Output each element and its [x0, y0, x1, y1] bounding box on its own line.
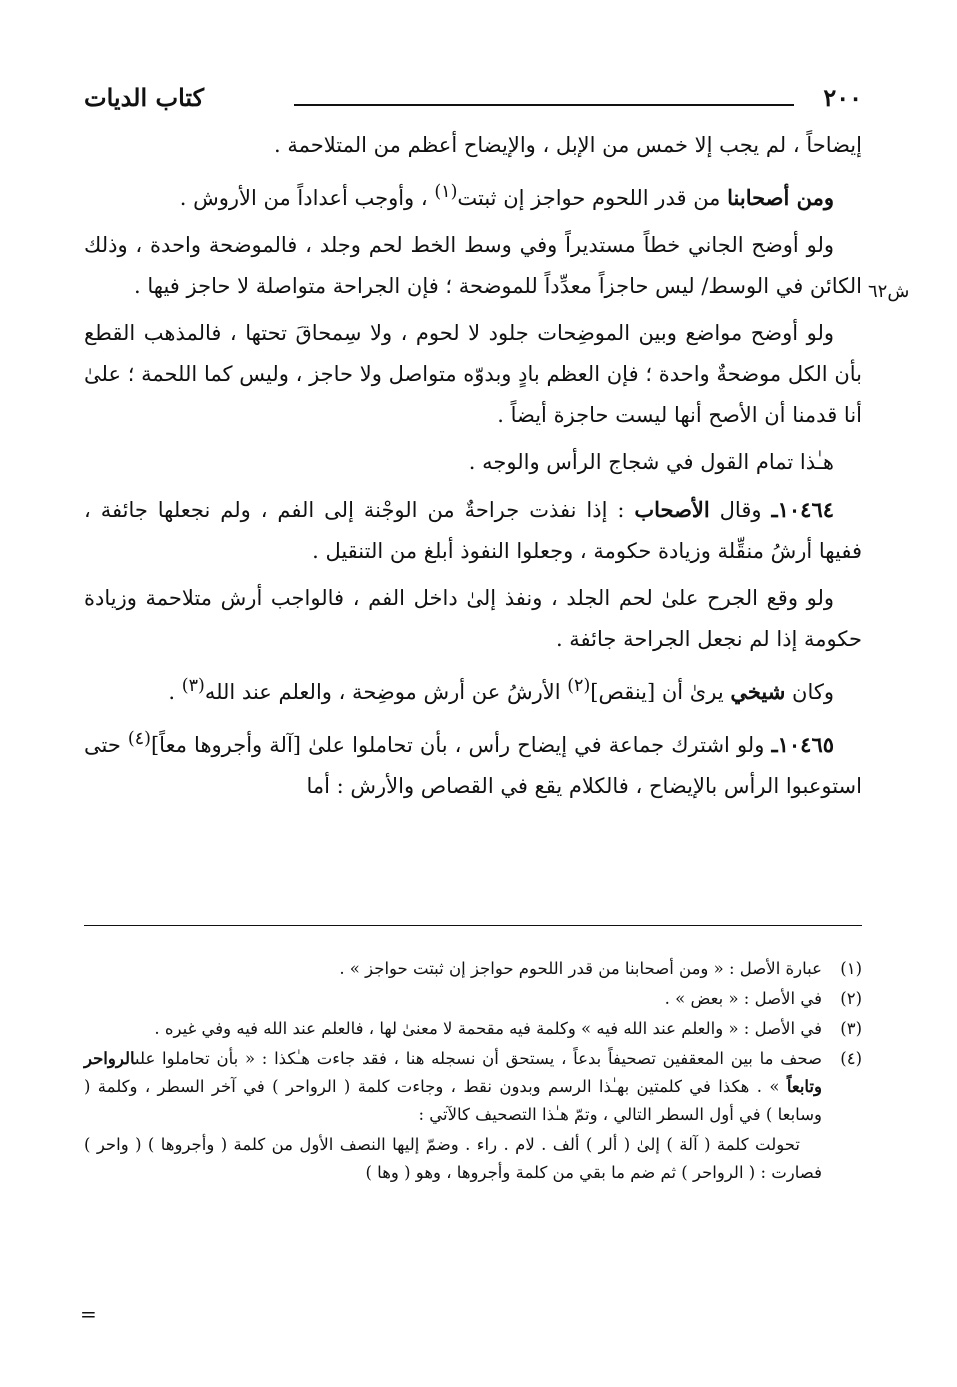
- running-title: كتاب الديات: [84, 83, 205, 112]
- paragraph-9: ١٠٤٦٥ـ ولو اشترك جماعة في إيضاح رأس ، بأن تحاملوا علىٰ [آلة وأجروها معاً]$^{(٤)}$ حتى استوعبوا الرأس بالإيضاح ، فالكلام يقع في القصاص والأرش : أما: [84, 729, 862, 798]
- footnote-ref-2[interactable]: (٢): [567, 676, 591, 696]
- continuation-mark: =: [80, 1302, 97, 1326]
- footnote-1: [84, 955, 862, 983]
- footnote-separator: [84, 925, 862, 926]
- footnote-ref-3[interactable]: (٣): [181, 676, 205, 696]
- footnote-ref-1[interactable]: (١): [434, 182, 458, 202]
- footnote-text: عبارة الأصل : « ومن أصحابنا من قدر اللحوم حواجز إن ثبتت حواجز » .: [339, 959, 822, 978]
- paragraph-7: ولو وقع الجرح علىٰ لحم الجلد ، ونفذ إلىٰ داخل الفم ، فالواجب أرش متلاحمة وزيادة حكومة إذا لم نجعل الجراحة جائفة .: [84, 586, 862, 651]
- paragraph-1: إيضاحاً ، لم يجب إلا خمس من الإبل ، والإيضاح أعظم من المتلاحمة .: [274, 133, 862, 157]
- issue-number: ١٠٤٦٤ـ: [771, 497, 835, 522]
- footnote-text: في الأصل : « والعلم عند الله فيه » وكلمة فيه مقحمة لا معنىٰ لها ، فالعلم عند الله فيه وفي غيره .: [154, 1019, 822, 1038]
- paragraph-2: ومن أصحابنا من قدر اللحوم حواجز إن ثبتت$^{(١)}$ ، وأوجب أعداداً من الأروش .: [179, 182, 834, 210]
- footnote-ref-4[interactable]: (٤): [127, 729, 151, 749]
- bold-term: ومن أصحابنا: [727, 185, 834, 210]
- paragraph-4: ولو أوضح مواضع وبين الموضِحات جلود لا لحوم ، ولا سِمحاقَ تحتها ، فالمذهب القطع بأن الكل موضحةٌ واحدة ؛ فإن العظم بادٍ وبدوّه متواصل ولا حاجز ، وليس كما اللحمة ؛ علىٰ أنا قدمنا أن الأصح أنها ليست حاجزة أيضاً .: [84, 321, 862, 427]
- page-number: ٢٠٠: [823, 83, 862, 112]
- page-header: [84, 80, 862, 120]
- footnote-text: صحف ما بين المعقفين تصحيفاً بدعاً ، يستحق أن نسجله هنا ، فقد جاءت هـٰكذا : « بأن تحاملوا علىالرواحر وتابعاً » . هكذا في كلمتين بهـٰذا الرسم وبدون نقط ، وجاءت كلمة ( الرواحر ) في آخر السطر ، وكلمة ( وسابعا ) في أول السطر التالي ، وتمّ هـٰذا التصحيف كالآتي :: [84, 1049, 822, 1124]
- footnote-2: [84, 985, 862, 1013]
- main-text: [84, 125, 862, 807]
- footnote-text: في الأصل : « بعض » .: [664, 989, 822, 1008]
- footnote-number: (٢): [840, 989, 862, 1008]
- bold-term: الأصحاب: [634, 497, 710, 522]
- footnote-4: [84, 1045, 862, 1129]
- paragraph-6: ١٠٤٦٤ـ وقال الأصحاب : إذا نفذت جراحةٌ من الوجْنة إلى الفم ، ولم نجعلها جائفة ، ففيها أرشُ منقِّلة وزيادة حكومة ، وجعلوا النفوذ أبلغ من التنقيل .: [84, 497, 862, 563]
- margin-manuscript-ref: ش٦٢: [868, 281, 910, 302]
- header-rule: [294, 104, 794, 106]
- paragraph-5: هـٰذا تمام القول في شجاج الرأس والوجه .: [468, 450, 834, 474]
- footnotes: [84, 955, 862, 1187]
- paragraph-8: وكان شيخي يرىٰ أن [ينقص]$^{(٢)}$ الأرشُ عن أرش موضِحة ، والعلم عند الله$^{(٣)}$ .: [168, 676, 834, 704]
- footnote-3: [84, 1015, 862, 1043]
- footnote-number: (٣): [840, 1019, 862, 1038]
- paragraph-3: ولو أوضح الجاني خطاً مستديراً وفي وسط الخط لحم وجلد ، فالموضحة واحدة ، وذلك الكائن في الوسط/ ليس حاجزاً معدِّداً للموضحة ؛ فإن الجراحة متواصلة لا حاجز فيها .: [84, 233, 862, 298]
- footnote-number: (٤): [840, 1049, 862, 1068]
- footnote-4-continuation: تحولت كلمة ( آلة ) إلىٰ ( ألر ) ألف . لام . راء . وضمّ إليها النصف الأول من كلمة ( وأجروها ) ( واحر ) فصارت : ( الرواحر ) ثم ضم ما بقي من كلمة وأجروها ، وهو ( وها ): [84, 1135, 822, 1182]
- issue-number: ١٠٤٦٥ـ: [771, 732, 835, 757]
- footnote-number: (١): [840, 959, 862, 978]
- bold-term: الرواحر وتابعاً: [84, 1049, 822, 1096]
- bold-term: شيخي: [730, 679, 786, 704]
